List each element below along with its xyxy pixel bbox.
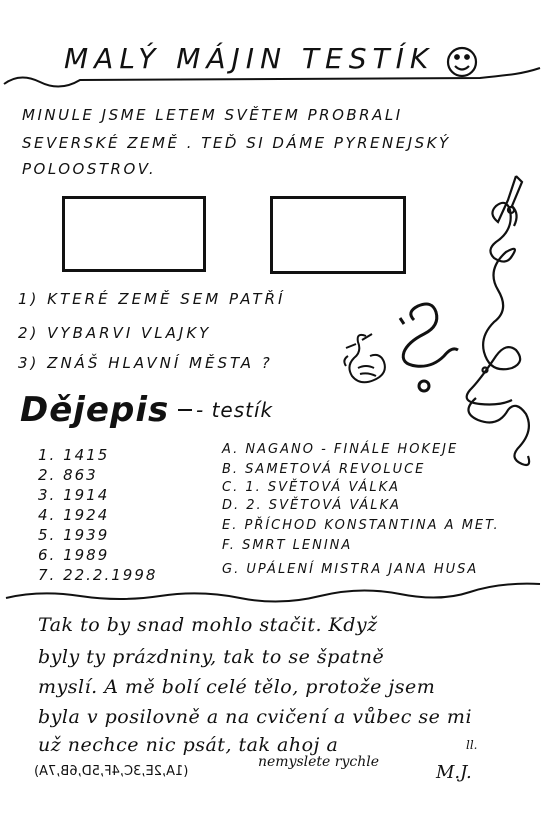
year-item: 7. 22.2.1998 bbox=[38, 566, 158, 584]
note-line: myslí. A mě bolí celé tělo, protože jsem bbox=[38, 676, 436, 698]
intro-line: POLOOSTROV. bbox=[22, 160, 157, 178]
flag-box-1[interactable] bbox=[62, 196, 206, 272]
mirrored-answers bbox=[34, 760, 188, 779]
event-item: C. 1. SVĚTOVÁ VÁLKA bbox=[222, 480, 401, 495]
year-item: 4. 1924 bbox=[38, 506, 110, 524]
intro-line: MINULE JSME LETEM SVĚTEM PROBRALI bbox=[22, 106, 403, 124]
event-item: D. 2. SVĚTOVÁ VÁLKA bbox=[222, 498, 401, 513]
flag-box-2[interactable] bbox=[270, 196, 406, 274]
event-item: F. SMRT LENINA bbox=[222, 538, 353, 553]
year-item: 5. 1939 bbox=[38, 526, 110, 544]
worksheet-title: MALÝ MÁJIN TESTÍK bbox=[64, 42, 435, 75]
signature-dots: ll. bbox=[466, 738, 478, 752]
year-item: 2. 863 bbox=[38, 466, 98, 484]
signature: M.J. bbox=[436, 762, 472, 783]
year-item: 3. 1914 bbox=[38, 486, 110, 504]
smiley-icon bbox=[448, 48, 476, 76]
divider-line bbox=[6, 584, 540, 602]
note-line: byly ty prázdniny, tak to se špatně bbox=[38, 646, 385, 668]
event-item: A. NAGANO - FINÁLE HOKEJE bbox=[222, 442, 459, 457]
note-line: Tak to by snad mohlo stačit. Když bbox=[38, 614, 378, 636]
swirl-doodle bbox=[400, 304, 458, 391]
mirrored-answers-text: (1A,2E,3C,4F,5D,6B,7A) bbox=[34, 764, 189, 779]
year-item: 6. 1989 bbox=[38, 546, 110, 564]
note-line: byla v posilovně a na cvičení a vůbec se mi bbox=[38, 706, 473, 728]
event-item: B. SAMETOVÁ REVOLUCE bbox=[222, 462, 426, 477]
task-item: 2) VYBARVI VLAJKY bbox=[18, 324, 212, 342]
title-underline bbox=[4, 68, 540, 87]
mirrored-hint: nemyslete rychle bbox=[258, 754, 380, 770]
intro-line: SEVERSKÉ ZEMĚ . TEĎ SI DÁME PYRENEJSKÝ bbox=[22, 134, 451, 152]
year-item: 1. 1415 bbox=[38, 446, 110, 464]
note-line: už nechce nic psát, tak ahoj a bbox=[38, 734, 339, 756]
task-item: 1) KTERÉ ZEMĚ SEM PATŘÍ bbox=[18, 290, 286, 308]
history-heading: Dějepis bbox=[20, 390, 170, 430]
history-subheading: - testík bbox=[196, 398, 274, 422]
task-item: 3) ZNÁŠ HLAVNÍ MĚSTA ? bbox=[18, 354, 273, 372]
bird-doodle bbox=[344, 334, 384, 382]
event-item: G. UPÁLENÍ MISTRA JANA HUSA bbox=[222, 562, 479, 577]
ribbon-doodle bbox=[467, 176, 529, 465]
event-item: E. PŘÍCHOD KONSTANTINA A MET. bbox=[222, 518, 500, 533]
